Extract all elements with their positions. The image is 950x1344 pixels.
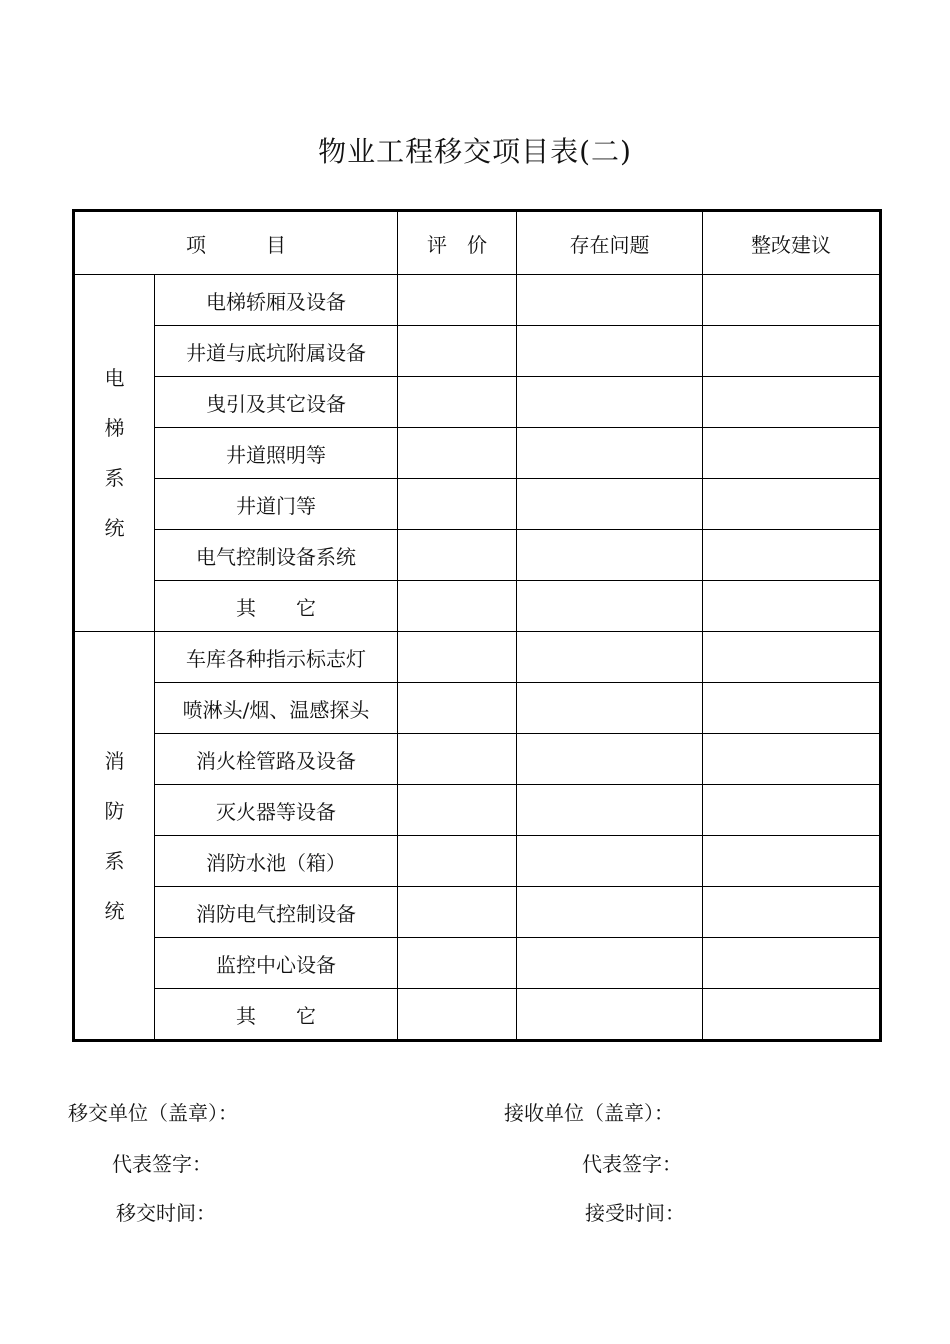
evaluation-cell[interactable] bbox=[398, 785, 517, 836]
suggestions-cell[interactable] bbox=[703, 989, 881, 1041]
evaluation-cell[interactable] bbox=[398, 275, 517, 326]
problems-cell[interactable] bbox=[517, 887, 703, 938]
evaluation-cell[interactable] bbox=[398, 734, 517, 785]
table-row bbox=[74, 734, 881, 785]
problems-cell[interactable] bbox=[517, 428, 703, 479]
item-name: 监控中心设备 bbox=[155, 938, 398, 989]
evaluation-cell[interactable] bbox=[398, 632, 517, 683]
table-row bbox=[74, 632, 881, 683]
problems-cell[interactable] bbox=[517, 275, 703, 326]
evaluation-cell[interactable] bbox=[398, 428, 517, 479]
problems-cell[interactable] bbox=[517, 632, 703, 683]
handover-table bbox=[72, 209, 882, 1042]
problems-cell[interactable] bbox=[517, 734, 703, 785]
item-name: 曳引及其它设备 bbox=[155, 377, 398, 428]
item-name: 消防电气控制设备 bbox=[155, 887, 398, 938]
table-row bbox=[74, 938, 881, 989]
header-suggestions: 整改建议 bbox=[703, 211, 881, 275]
table-row bbox=[74, 530, 881, 581]
problems-cell[interactable] bbox=[517, 785, 703, 836]
group-label-fire: 消 防 系 统 bbox=[74, 632, 155, 1041]
evaluation-cell[interactable] bbox=[398, 377, 517, 428]
suggestions-cell[interactable] bbox=[703, 734, 881, 785]
item-name: 喷淋头/烟、温感探头 bbox=[155, 683, 398, 734]
suggestions-cell[interactable] bbox=[703, 428, 881, 479]
receiving-unit-label: 接收单位（盖章）： bbox=[504, 1101, 674, 1125]
item-name: 井道与底坑附属设备 bbox=[155, 326, 398, 377]
rep-signature-right-label: 代表签字： bbox=[582, 1152, 682, 1176]
handover-time-label: 移交时间： bbox=[116, 1201, 216, 1225]
header-item: 项 目 bbox=[74, 211, 398, 275]
table-row bbox=[74, 377, 881, 428]
item-name: 消防水池（箱） bbox=[155, 836, 398, 887]
evaluation-cell[interactable] bbox=[398, 530, 517, 581]
problems-cell[interactable] bbox=[517, 479, 703, 530]
evaluation-cell[interactable] bbox=[398, 581, 517, 632]
evaluation-cell[interactable] bbox=[398, 479, 517, 530]
evaluation-cell[interactable] bbox=[398, 326, 517, 377]
item-name: 消火栓管路及设备 bbox=[155, 734, 398, 785]
evaluation-cell[interactable] bbox=[398, 938, 517, 989]
item-name: 井道门等 bbox=[155, 479, 398, 530]
header-evaluation: 评 价 bbox=[398, 211, 517, 275]
receive-time-label: 接受时间： bbox=[585, 1201, 685, 1225]
item-name: 电梯轿厢及设备 bbox=[155, 275, 398, 326]
table-row bbox=[74, 683, 881, 734]
suggestions-cell[interactable] bbox=[703, 785, 881, 836]
rep-signature-left-label: 代表签字： bbox=[112, 1152, 212, 1176]
group-label-elevator: 电 梯 系 统 bbox=[74, 275, 155, 632]
suggestions-cell[interactable] bbox=[703, 938, 881, 989]
suggestions-cell[interactable] bbox=[703, 683, 881, 734]
problems-cell[interactable] bbox=[517, 989, 703, 1041]
evaluation-cell[interactable] bbox=[398, 836, 517, 887]
evaluation-cell[interactable] bbox=[398, 989, 517, 1041]
problems-cell[interactable] bbox=[517, 581, 703, 632]
problems-cell[interactable] bbox=[517, 683, 703, 734]
table-row bbox=[74, 326, 881, 377]
suggestions-cell[interactable] bbox=[703, 632, 881, 683]
suggestions-cell[interactable] bbox=[703, 887, 881, 938]
problems-cell[interactable] bbox=[517, 377, 703, 428]
problems-cell[interactable] bbox=[517, 326, 703, 377]
item-name: 井道照明等 bbox=[155, 428, 398, 479]
table-row bbox=[74, 275, 881, 326]
suggestions-cell[interactable] bbox=[703, 581, 881, 632]
suggestions-cell[interactable] bbox=[703, 530, 881, 581]
table-row bbox=[74, 785, 881, 836]
suggestions-cell[interactable] bbox=[703, 836, 881, 887]
item-name: 其 它 bbox=[155, 989, 398, 1041]
item-name: 其 它 bbox=[155, 581, 398, 632]
table-row bbox=[74, 428, 881, 479]
table-row bbox=[74, 836, 881, 887]
item-name: 灭火器等设备 bbox=[155, 785, 398, 836]
problems-cell[interactable] bbox=[517, 836, 703, 887]
table-header-row bbox=[74, 211, 881, 275]
suggestions-cell[interactable] bbox=[703, 275, 881, 326]
header-problems: 存在问题 bbox=[517, 211, 703, 275]
problems-cell[interactable] bbox=[517, 530, 703, 581]
table-row bbox=[74, 989, 881, 1041]
table-row bbox=[74, 479, 881, 530]
suggestions-cell[interactable] bbox=[703, 479, 881, 530]
suggestions-cell[interactable] bbox=[703, 377, 881, 428]
problems-cell[interactable] bbox=[517, 938, 703, 989]
page-title: 物业工程移交项目表(二) bbox=[318, 135, 632, 168]
evaluation-cell[interactable] bbox=[398, 887, 517, 938]
item-name: 车库各种指示标志灯 bbox=[155, 632, 398, 683]
handover-unit-label: 移交单位（盖章）： bbox=[68, 1101, 238, 1125]
table-row bbox=[74, 887, 881, 938]
table-row bbox=[74, 581, 881, 632]
evaluation-cell[interactable] bbox=[398, 683, 517, 734]
item-name: 电气控制设备系统 bbox=[155, 530, 398, 581]
suggestions-cell[interactable] bbox=[703, 326, 881, 377]
